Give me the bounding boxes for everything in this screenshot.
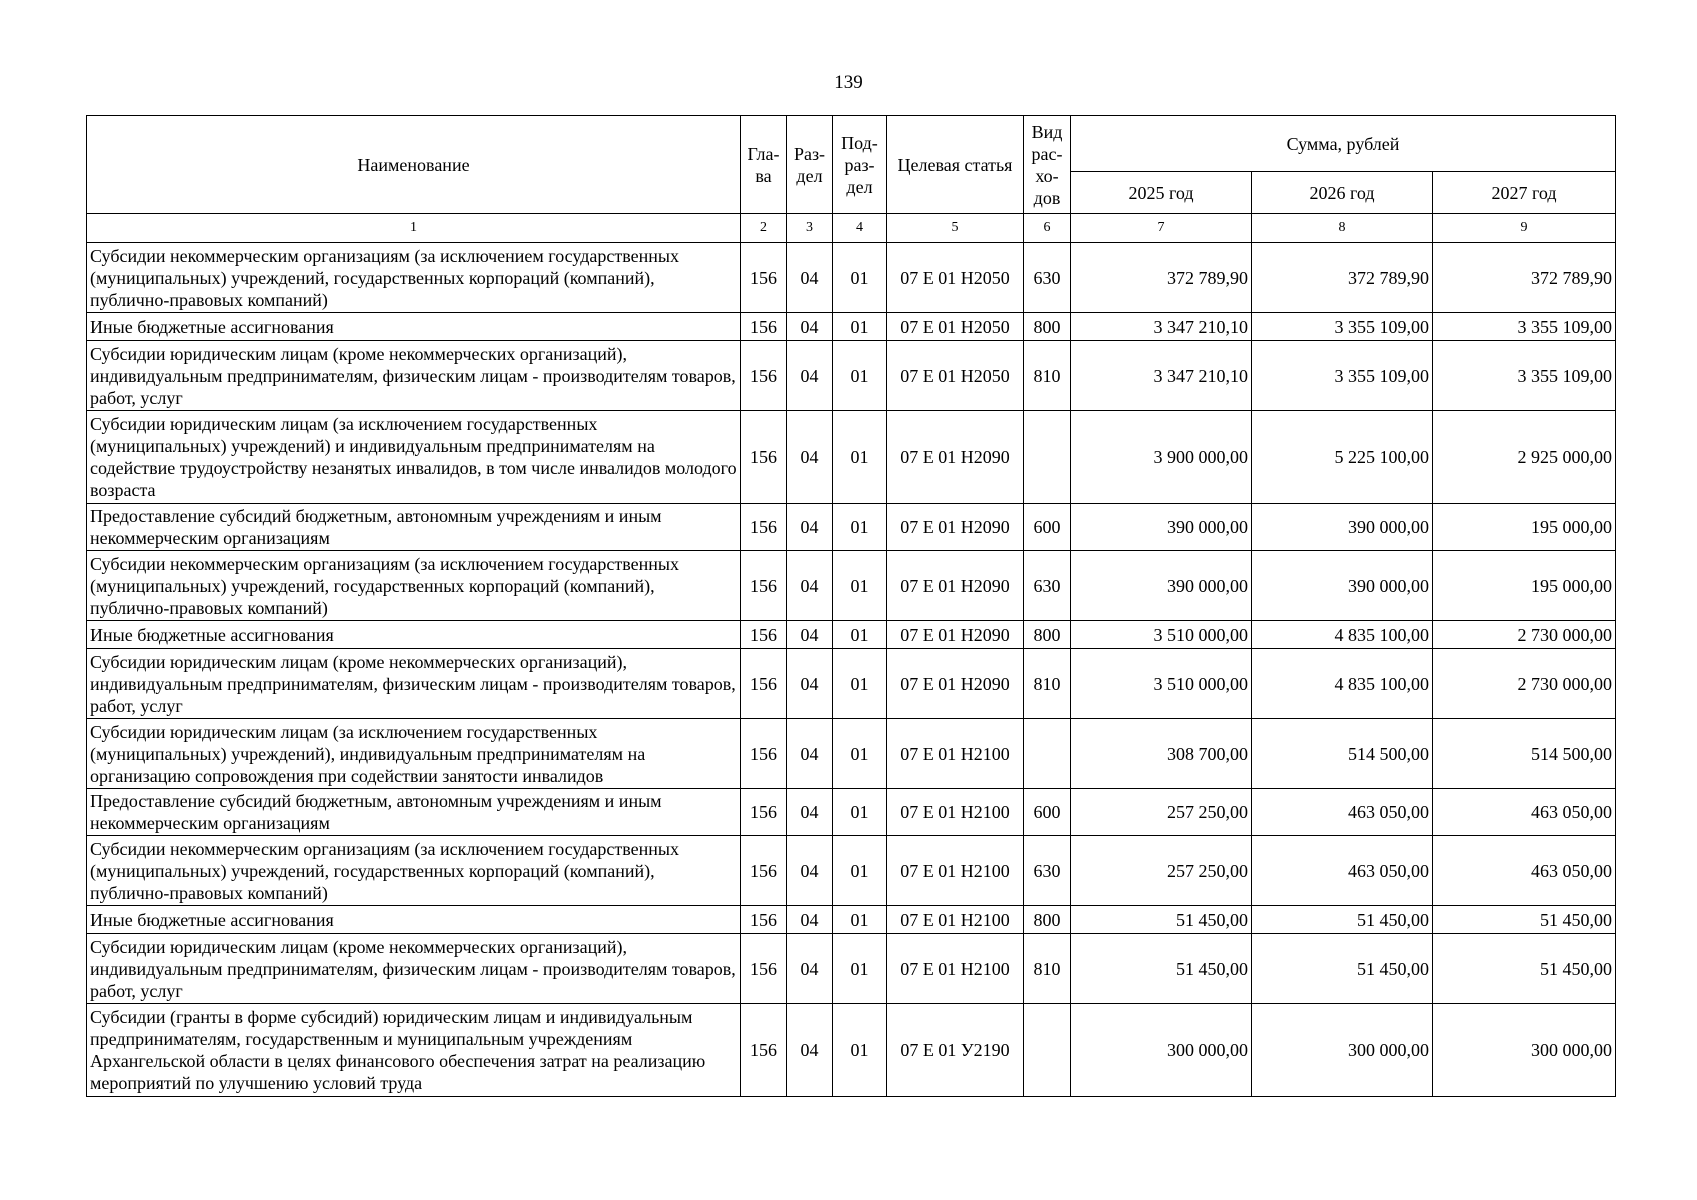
row-section: 04 <box>787 411 833 504</box>
row-sum-2025: 390 000,00 <box>1071 551 1252 621</box>
row-section: 04 <box>787 906 833 934</box>
row-sum-2026: 51 450,00 <box>1252 906 1433 934</box>
table-row <box>87 836 1616 906</box>
row-target: 07 Е 01 Н2090 <box>887 621 1024 649</box>
row-name: Иные бюджетные ассигнования <box>87 906 741 934</box>
table-row <box>87 649 1616 719</box>
row-section: 04 <box>787 621 833 649</box>
table-row <box>87 341 1616 411</box>
row-sum-2027: 51 450,00 <box>1433 934 1616 1004</box>
row-chapter: 156 <box>741 551 787 621</box>
row-chapter: 156 <box>741 906 787 934</box>
column-numbers-row <box>87 214 1616 243</box>
row-sum-2027: 51 450,00 <box>1433 906 1616 934</box>
row-chapter: 156 <box>741 649 787 719</box>
row-chapter: 156 <box>741 411 787 504</box>
table-body <box>87 243 1616 1097</box>
row-target: 07 Е 01 Н2050 <box>887 243 1024 313</box>
row-sum-2027: 2 730 000,00 <box>1433 649 1616 719</box>
row-sum-2027: 2 730 000,00 <box>1433 621 1616 649</box>
row-name: Предоставление субсидий бюджетным, автономным учреждениям и иным некоммерческим организациям <box>87 789 741 836</box>
row-subsection: 01 <box>833 621 887 649</box>
table-row <box>87 313 1616 341</box>
row-sum-2027: 195 000,00 <box>1433 504 1616 551</box>
column-number: 6 <box>1024 214 1071 243</box>
row-target: 07 Е 01 Н2090 <box>887 551 1024 621</box>
header-name: Наименование <box>87 116 741 214</box>
row-subsection: 01 <box>833 243 887 313</box>
row-subsection: 01 <box>833 906 887 934</box>
row-sum-2026: 463 050,00 <box>1252 789 1433 836</box>
row-sum-2026: 5 225 100,00 <box>1252 411 1433 504</box>
row-section: 04 <box>787 551 833 621</box>
header-expense-type: Вид рас- хо- дов <box>1024 116 1071 214</box>
row-sum-2026: 51 450,00 <box>1252 934 1433 1004</box>
row-name: Субсидии юридическим лицам (за исключением государственных (муниципальных) учреждений), индивидуальным предпринимателям на организацию сопровождения при содействии занятости инвалидов <box>87 719 741 789</box>
row-expense-type <box>1024 1004 1071 1097</box>
row-sum-2025: 51 450,00 <box>1071 934 1252 1004</box>
header-year-2025: 2025 год <box>1071 172 1252 214</box>
row-section: 04 <box>787 341 833 411</box>
row-sum-2026: 463 050,00 <box>1252 836 1433 906</box>
row-expense-type: 810 <box>1024 934 1071 1004</box>
header-sum: Сумма, рублей <box>1071 116 1616 172</box>
row-sum-2026: 390 000,00 <box>1252 551 1433 621</box>
row-section: 04 <box>787 719 833 789</box>
row-expense-type: 600 <box>1024 789 1071 836</box>
row-sum-2027: 195 000,00 <box>1433 551 1616 621</box>
table-row <box>87 789 1616 836</box>
row-sum-2027: 463 050,00 <box>1433 836 1616 906</box>
row-expense-type: 810 <box>1024 649 1071 719</box>
row-target: 07 Е 01 Н2090 <box>887 411 1024 504</box>
page-number: 139 <box>834 72 863 93</box>
row-section: 04 <box>787 934 833 1004</box>
row-expense-type: 630 <box>1024 836 1071 906</box>
column-number: 2 <box>741 214 787 243</box>
table-row <box>87 243 1616 313</box>
row-subsection: 01 <box>833 411 887 504</box>
column-number: 9 <box>1433 214 1616 243</box>
row-target: 07 Е 01 Н2100 <box>887 934 1024 1004</box>
row-sum-2026: 372 789,90 <box>1252 243 1433 313</box>
budget-table <box>86 115 1616 1097</box>
row-subsection: 01 <box>833 836 887 906</box>
column-number: 1 <box>87 214 741 243</box>
row-name: Предоставление субсидий бюджетным, автономным учреждениям и иным некоммерческим организациям <box>87 504 741 551</box>
row-chapter: 156 <box>741 1004 787 1097</box>
row-sum-2027: 463 050,00 <box>1433 789 1616 836</box>
row-section: 04 <box>787 313 833 341</box>
table-row <box>87 411 1616 504</box>
row-subsection: 01 <box>833 341 887 411</box>
row-chapter: 156 <box>741 341 787 411</box>
row-section: 04 <box>787 649 833 719</box>
header-year-2027: 2027 год <box>1433 172 1616 214</box>
table-row <box>87 621 1616 649</box>
row-sum-2026: 3 355 109,00 <box>1252 341 1433 411</box>
row-name: Иные бюджетные ассигнования <box>87 621 741 649</box>
row-sum-2025: 372 789,90 <box>1071 243 1252 313</box>
row-name: Субсидии некоммерческим организациям (за исключением государственных (муниципальных) учреждений, государственных корпораций (компаний), публично-правовых компаний) <box>87 243 741 313</box>
row-sum-2027: 300 000,00 <box>1433 1004 1616 1097</box>
row-sum-2025: 390 000,00 <box>1071 504 1252 551</box>
table-row <box>87 906 1616 934</box>
header-subsection: Под- раз- дел <box>833 116 887 214</box>
row-target: 07 Е 01 Н2090 <box>887 649 1024 719</box>
row-sum-2026: 300 000,00 <box>1252 1004 1433 1097</box>
header-year-2026: 2026 год <box>1252 172 1433 214</box>
row-section: 04 <box>787 789 833 836</box>
row-expense-type: 800 <box>1024 313 1071 341</box>
row-sum-2027: 2 925 000,00 <box>1433 411 1616 504</box>
row-expense-type: 630 <box>1024 243 1071 313</box>
row-target: 07 Е 01 Н2090 <box>887 504 1024 551</box>
row-target: 07 Е 01 У2190 <box>887 1004 1024 1097</box>
row-sum-2027: 514 500,00 <box>1433 719 1616 789</box>
row-sum-2025: 257 250,00 <box>1071 789 1252 836</box>
row-section: 04 <box>787 243 833 313</box>
header-target: Целевая статья <box>887 116 1024 214</box>
row-sum-2026: 4 835 100,00 <box>1252 621 1433 649</box>
row-subsection: 01 <box>833 1004 887 1097</box>
row-name: Субсидии юридическим лицам (кроме некоммерческих организаций), индивидуальным предпринимателям, физическим лицам - производителям товаров, работ, услуг <box>87 649 741 719</box>
row-sum-2025: 51 450,00 <box>1071 906 1252 934</box>
header-section: Раз- дел <box>787 116 833 214</box>
row-sum-2025: 3 347 210,10 <box>1071 313 1252 341</box>
row-chapter: 156 <box>741 504 787 551</box>
row-expense-type: 800 <box>1024 906 1071 934</box>
row-expense-type: 600 <box>1024 504 1071 551</box>
row-subsection: 01 <box>833 789 887 836</box>
row-chapter: 156 <box>741 836 787 906</box>
row-sum-2025: 3 347 210,10 <box>1071 341 1252 411</box>
row-sum-2025: 3 510 000,00 <box>1071 621 1252 649</box>
table-row <box>87 551 1616 621</box>
row-sum-2026: 390 000,00 <box>1252 504 1433 551</box>
row-subsection: 01 <box>833 934 887 1004</box>
row-subsection: 01 <box>833 313 887 341</box>
row-target: 07 Е 01 Н2050 <box>887 341 1024 411</box>
row-name: Субсидии юридическим лицам (кроме некоммерческих организаций), индивидуальным предпринимателям, физическим лицам - производителям товаров, работ, услуг <box>87 934 741 1004</box>
row-sum-2025: 308 700,00 <box>1071 719 1252 789</box>
row-expense-type: 630 <box>1024 551 1071 621</box>
table-row <box>87 1004 1616 1097</box>
table-row <box>87 934 1616 1004</box>
row-chapter: 156 <box>741 719 787 789</box>
row-subsection: 01 <box>833 649 887 719</box>
row-subsection: 01 <box>833 719 887 789</box>
row-name: Субсидии юридическим лицам (за исключением государственных (муниципальных) учреждений) и индивидуальным предпринимателям на содействие трудоустройству незанятых инвалидов, в том числе инвалидов молодого возраста <box>87 411 741 504</box>
row-expense-type <box>1024 411 1071 504</box>
row-section: 04 <box>787 1004 833 1097</box>
column-number: 4 <box>833 214 887 243</box>
row-name: Субсидии некоммерческим организациям (за исключением государственных (муниципальных) учреждений, государственных корпораций (компаний), публично-правовых компаний) <box>87 551 741 621</box>
row-target: 07 Е 01 Н2100 <box>887 906 1024 934</box>
row-subsection: 01 <box>833 551 887 621</box>
row-expense-type: 800 <box>1024 621 1071 649</box>
column-number: 3 <box>787 214 833 243</box>
row-name: Субсидии (гранты в форме субсидий) юридическим лицам и индивидуальным предпринимателям, государственным и муниципальным учреждениям Архангельской области в целях финансового обеспечения затрат на реализацию мероприятий по улучшению условий труда <box>87 1004 741 1097</box>
row-target: 07 Е 01 Н2100 <box>887 789 1024 836</box>
row-name: Субсидии некоммерческим организациям (за исключением государственных (муниципальных) учреждений, государственных корпораций (компаний), публично-правовых компаний) <box>87 836 741 906</box>
row-name: Иные бюджетные ассигнования <box>87 313 741 341</box>
row-sum-2025: 300 000,00 <box>1071 1004 1252 1097</box>
row-sum-2026: 3 355 109,00 <box>1252 313 1433 341</box>
row-sum-2027: 3 355 109,00 <box>1433 341 1616 411</box>
row-target: 07 Е 01 Н2100 <box>887 719 1024 789</box>
row-subsection: 01 <box>833 504 887 551</box>
header-chapter: Гла- ва <box>741 116 787 214</box>
table-row <box>87 719 1616 789</box>
column-number: 8 <box>1252 214 1433 243</box>
table-row <box>87 504 1616 551</box>
column-number: 7 <box>1071 214 1252 243</box>
row-sum-2026: 4 835 100,00 <box>1252 649 1433 719</box>
row-chapter: 156 <box>741 934 787 1004</box>
row-chapter: 156 <box>741 789 787 836</box>
row-chapter: 156 <box>741 313 787 341</box>
row-section: 04 <box>787 836 833 906</box>
row-sum-2025: 3 510 000,00 <box>1071 649 1252 719</box>
row-sum-2027: 3 355 109,00 <box>1433 313 1616 341</box>
row-chapter: 156 <box>741 243 787 313</box>
column-number: 5 <box>887 214 1024 243</box>
row-sum-2027: 372 789,90 <box>1433 243 1616 313</box>
row-section: 04 <box>787 504 833 551</box>
row-expense-type: 810 <box>1024 341 1071 411</box>
row-expense-type <box>1024 719 1071 789</box>
row-sum-2025: 257 250,00 <box>1071 836 1252 906</box>
table-header <box>87 116 1616 243</box>
row-target: 07 Е 01 Н2050 <box>887 313 1024 341</box>
row-sum-2026: 514 500,00 <box>1252 719 1433 789</box>
row-target: 07 Е 01 Н2100 <box>887 836 1024 906</box>
row-chapter: 156 <box>741 621 787 649</box>
row-name: Субсидии юридическим лицам (кроме некоммерческих организаций), индивидуальным предпринимателям, физическим лицам - производителям товаров, работ, услуг <box>87 341 741 411</box>
row-sum-2025: 3 900 000,00 <box>1071 411 1252 504</box>
